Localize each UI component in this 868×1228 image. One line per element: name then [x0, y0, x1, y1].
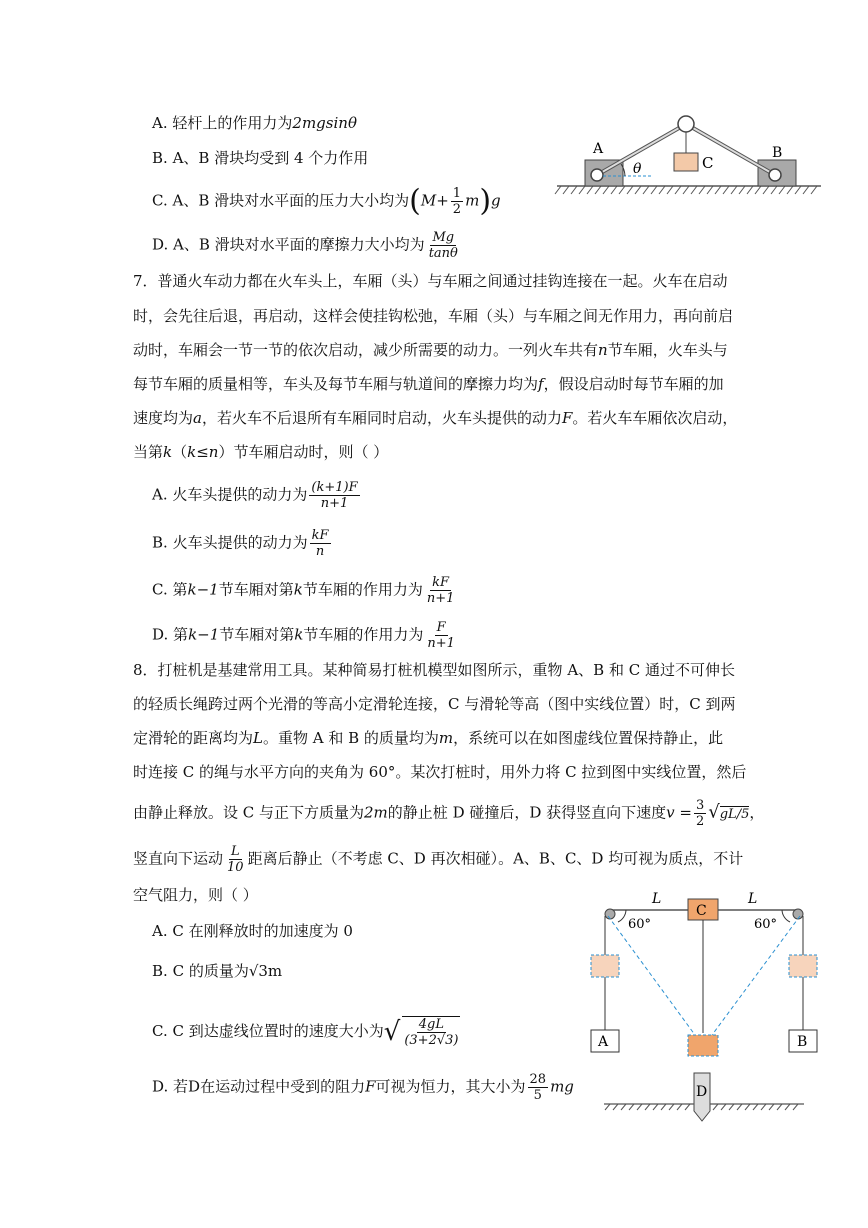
q8-line-7: 空气阻力，则（ ） — [133, 886, 258, 904]
svg-text:B: B — [797, 1034, 808, 1050]
q8-option-d: D. 若D在运动过程中受到的阻力F可视为恒力，其大小为 $\frac{28}{5}$ mg — [152, 1072, 574, 1103]
q8-line-4: 时连接 C 的绳与水平方向的夹角为 60°。某次打桩时，用外力将 C 拉到图中实线位置，然后 — [133, 763, 747, 781]
fraction: $\frac{1}{2}$ — [452, 186, 462, 217]
svg-text:L: L — [748, 891, 758, 907]
q8-figure — [590, 888, 830, 1128]
q7-option-d: D. 第k−1节车厢对第k节车厢的作用力为 $\frac{F}{n+1}$ — [152, 620, 455, 651]
svg-text:θ: θ — [633, 161, 642, 177]
q7-line-2: 时，会先往后退，再启动，这样会使挂钩松弛，车厢（头）与车厢之间无作用力，再向前启 — [133, 307, 734, 325]
q7-line-3: 动时，车厢会一节一节的依次启动，减少所需要的动力。一列火车共有n节车厢，火车头与 — [133, 341, 728, 359]
q8-option-a: A. C 在刚释放时的加速度为 0 — [152, 922, 353, 940]
q6-option-b: B. A、B 滑块均受到 4 个力作用 — [152, 149, 369, 167]
fraction: $\frac{F}{n+1}$ — [427, 620, 455, 651]
svg-text:L: L — [652, 891, 662, 907]
svg-text:D: D — [696, 1084, 708, 1100]
q7-line-6: 当第k（k≤n）节车厢启动时，则（ ） — [133, 443, 389, 461]
svg-text:60°: 60° — [628, 917, 652, 932]
q6-option-a: A. 轻杆上的作用力为2mgsinθ — [152, 114, 357, 132]
q8-option-c: C. C 到达虚线位置时的速度大小为√ $\frac{4gL}{(3+2√3)}$ — [152, 1017, 459, 1048]
fraction: $\frac{3}{2}$ — [695, 798, 705, 829]
q7-option-c: C. 第k−1节车厢对第k节车厢的作用力为 $\frac{kF}{n+1}$ — [152, 575, 455, 606]
q8-line-6: 竖直向下运动 $\frac{L}{10}$ 距离后静止（不考虑 C、D 再次相碰）。A、B、C、D 均可视为质点，不计 — [133, 844, 744, 875]
q7-line-5: 速度均为a，若火车不后退所有车厢同时启动，火车头提供的动力F。若火车车厢依次启动， — [133, 409, 738, 427]
svg-text:C: C — [696, 903, 707, 919]
svg-text:A: A — [598, 1034, 609, 1050]
q6-figure — [553, 110, 823, 200]
q8-line-2: 的轻质长绳跨过两个光滑的等高小定滑轮连接，C 与滑轮等高（图中实线位置）时，C 到两 — [133, 695, 736, 713]
q7-line-1: 7．普通火车动力都在火车头上，车厢（头）与车厢之间通过挂钩连接在一起。火车在启动 — [133, 272, 728, 290]
q6-option-d: D. A、B 滑块对水平面的摩擦力大小均为 $\frac{Mg}{\tan\theta}$ — [152, 230, 458, 261]
fraction: $\frac{4gL}{(3+2√3)}$ — [404, 1017, 459, 1048]
svg-text:60°: 60° — [754, 917, 778, 932]
svg-text:C: C — [702, 154, 714, 172]
q7-option-a: A. 火车头提供的动力为 $\frac{(k+1)F}{n+1}$ — [152, 480, 358, 511]
fraction: $\frac{kF}{n+1}$ — [426, 575, 455, 606]
q8-line-3: 定滑轮的距离均为L。重物 A 和 B 的质量均为m，系统可以在如图虚线位置保持静止，此 — [133, 729, 724, 747]
q7-line-4: 每节车厢的质量相等，车头及每节车厢与轨道间的摩擦力均为f，假设启动时每节车厢的加 — [133, 375, 724, 393]
q8-line-5: 由静止释放。设 C 与正下方质量为2m的静止桩 D 碰撞后，D 获得竖直向下速度v = $\frac{3}{2}$ √gL/5， — [133, 798, 765, 829]
q7-option-b: B. 火车头提供的动力为 $\frac{kF}{n}$ — [152, 528, 329, 559]
fraction: $\frac{28}{5}$ — [529, 1072, 547, 1103]
q8-line-1: 8．打桩机是基建常用工具。某种简易打桩机模型如图所示，重物 A、B 和 C 通过不可伸长 — [133, 661, 735, 679]
fraction: $\frac{(k+1)F}{n+1}$ — [311, 480, 358, 511]
q8-option-b: B. C 的质量为√3m — [152, 962, 283, 980]
weight-c — [674, 153, 698, 171]
svg-text:B: B — [772, 145, 783, 161]
q6-option-c: C. A、B 滑块对水平面的压力大小均为(M+ $\frac{1}{2}$ m)g — [152, 183, 501, 219]
fraction: $\frac{kF}{n}$ — [311, 528, 329, 559]
fraction: $\frac{Mg}{\tan\theta}$ — [428, 230, 458, 261]
fraction: $\frac{L}{10}$ — [227, 844, 244, 875]
svg-text:A: A — [593, 141, 604, 157]
